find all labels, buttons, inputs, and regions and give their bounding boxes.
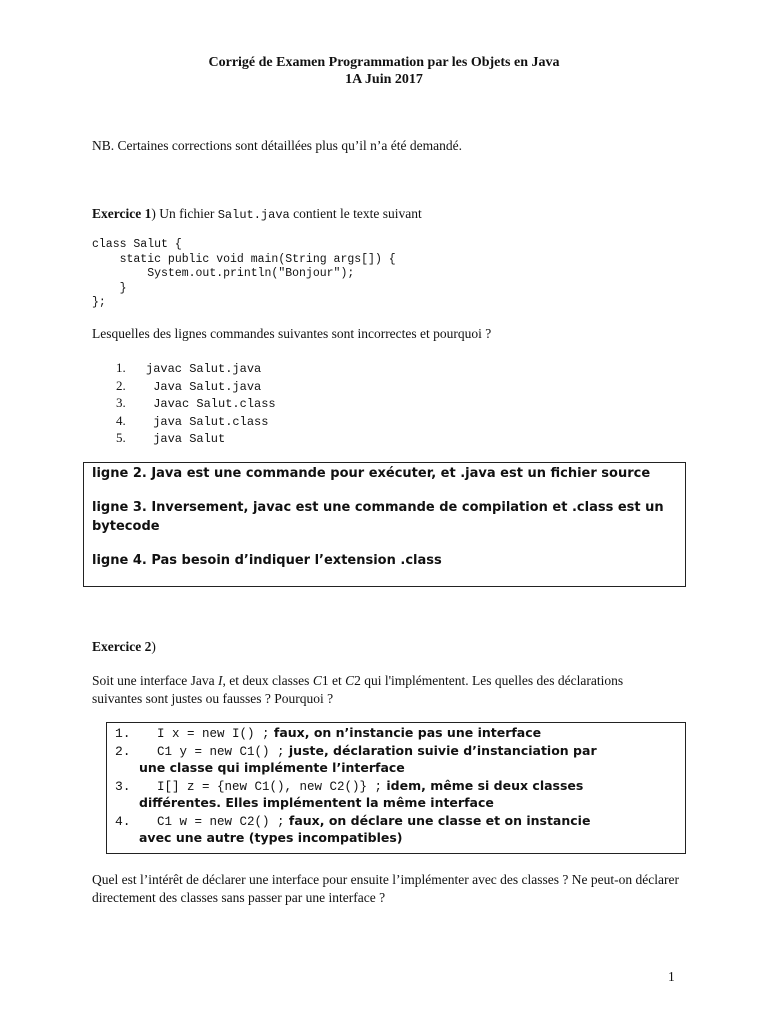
exercise1-answer-box (83, 462, 686, 587)
commands-list (116, 359, 416, 447)
list-item: 2. Java Salut.java (116, 377, 262, 394)
list-item-continuation: une classe qui implémente l’interface (139, 760, 405, 775)
list-item: 3. I[] z = {new C1(), new C2()} ; idem, même si deux classes (115, 777, 584, 794)
exercise1-filename: Salut.java (217, 208, 290, 222)
list-item-continuation: avec une autre (types incompatibles) (139, 830, 403, 845)
exercise1-question: Lesquelles des lignes commandes suivantes sont incorrectes et pourquoi ? (92, 326, 492, 341)
answer-line-2: ligne 2. Java est une commande pour exécuter, et .java est un fichier source (92, 466, 651, 481)
document-title: Corrigé de Examen Programmation par les Objets en Java (208, 55, 560, 70)
exercise1-intro-before: Un fichier (155, 206, 218, 221)
list-item: 2. C1 y = new C1() ; juste, déclaration suivie d’instanciation par (115, 742, 597, 759)
exercise2-answer-box (106, 722, 686, 854)
exercise2-heading (92, 638, 156, 656)
code-block: class Salut { static public void main(String args[]) { System.out.println("Bonjour"); } }; (92, 238, 396, 309)
exercise2-intro: Soit une interface Java I, et deux classes C1 et C2 qui l'implémentent. Les quelles des déclarations suivantes sont justes ou fausses ? Pourquoi ? (92, 673, 624, 706)
list-item: 4. java Salut.class (116, 412, 269, 429)
note-paragraph: NB. Certaines corrections sont détaillées plus qu’il n’a été demandé. (92, 138, 463, 153)
list-item: 5. java Salut (116, 430, 226, 446)
list-item: 4. C1 w = new C2() ; faux, on déclare une classe et on instancie (115, 812, 591, 829)
exercise1-intro-after: contient le texte suivant (289, 206, 422, 221)
answer-line-3: ligne 3. Inversement, javac est une commande de compilation et .class est un bytecode (92, 500, 664, 534)
page-number: 1 (668, 969, 675, 984)
exercise1-label: Exercice 1 (92, 206, 152, 221)
exercise2-label: Exercice 2 (92, 639, 152, 654)
exercise2-question: Quel est l’intérêt de déclarer une interface pour ensuite l’implémenter avec des classes ? Ne peut-on déclarer directement des classes sans passer par une interface ? (92, 872, 679, 905)
declarations-list (115, 724, 677, 847)
list-item: 1. javac Salut.java (116, 360, 262, 376)
list-item-continuation: différentes. Elles implémentent la même interface (139, 795, 494, 810)
exercise1-paren: ) (151, 206, 156, 221)
document-subtitle: 1A Juin 2017 (345, 72, 423, 87)
exercise1-heading (92, 205, 692, 224)
exercise2-paren: ) (151, 639, 156, 654)
list-item: 3. Javac Salut.class (116, 395, 276, 411)
list-item: 1. I x = new I() ; faux, on n’instancie pas une interface (115, 725, 542, 741)
answer-line-4: ligne 4. Pas besoin d’indiquer l’extension .class (92, 553, 442, 568)
